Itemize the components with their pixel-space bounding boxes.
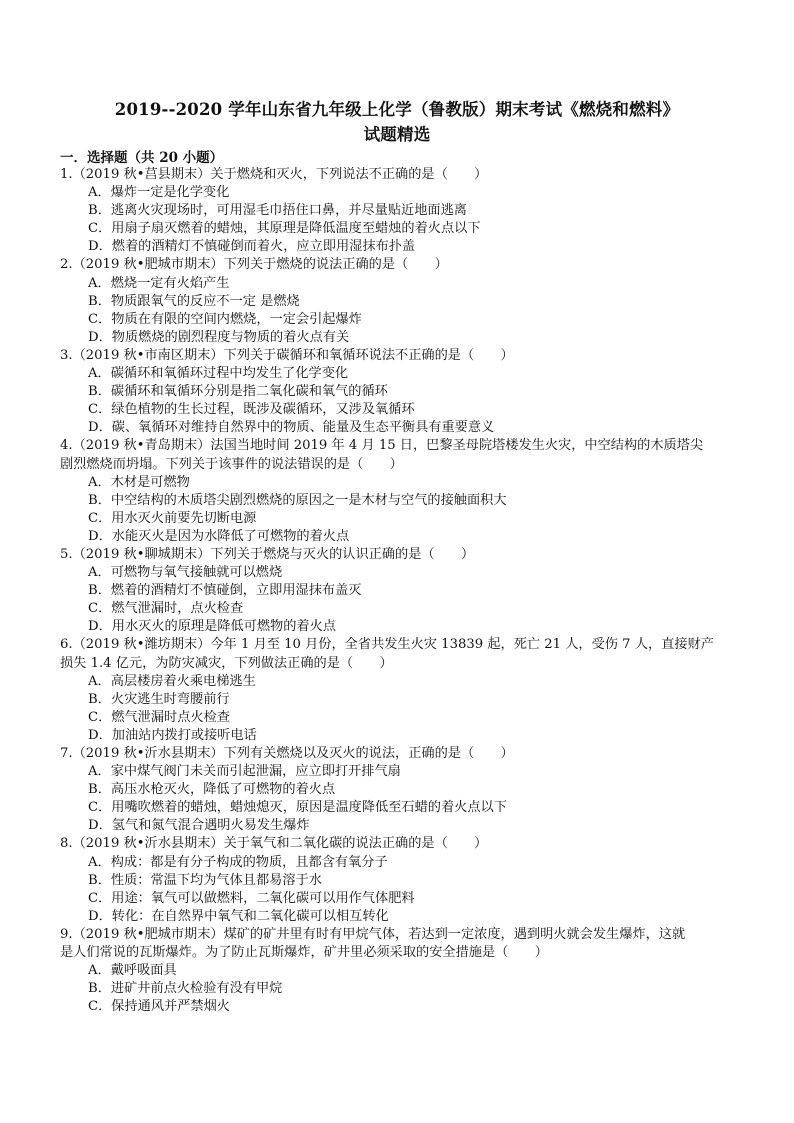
option-b: B．碳循环和氧循环分别是指二氧化碳和氧气的循环 (88, 384, 388, 400)
question-stem: 7.（2019 秋•沂水县期末）下列有关燃烧以及灭火的说法，正确的是（ ） (60, 746, 514, 761)
option-b: B．火灾逃生时弯腰前行 (88, 691, 230, 707)
option-c: C．用途：氧气可以做燃料，二氧化碳可以用作气体肥料 (88, 890, 415, 906)
question-2 (60, 256, 740, 346)
option-b: B．性质：常温下均为气体且都易溶于水 (88, 872, 322, 888)
option-c: C．用嘴吹燃着的蜡烛，蜡烛熄灭，原因是温度降低至石蜡的着火点以下 (88, 800, 507, 816)
question-1 (60, 166, 740, 256)
option-a: A．木材是可燃物 (88, 474, 190, 490)
option-b: B．逃离火灾现场时，可用湿毛巾捂住口鼻，并尽量贴近地面逃离 (88, 203, 467, 219)
question-stem: 6.（2019 秋•潍坊期末）今年 1 月至 10 月份，全省共发生火灾 13839 起，死亡 21 人，受伤 7 人，直接财产 (60, 637, 714, 653)
option-b: B．进矿井前点火检验有没有甲烷 (88, 981, 283, 997)
option-a: A．高层楼房着火乘电梯逃生 (88, 673, 256, 689)
document-title: 2019--2020 学年山东省九年级上化学（鲁教版）期末考试《燃烧和燃料》 (114, 100, 680, 119)
option-a: A．可燃物与氧气接触就可以燃烧 (88, 565, 283, 581)
option-b: B．物质跟氧气的反应不一定 是燃烧 (88, 293, 300, 309)
question-stem-continuation: 剧烈燃烧而坍塌。下列关于该事件的说法错误的是（ ） (60, 456, 403, 472)
question-5 (60, 546, 740, 636)
option-c: C．用水灭火前要先切断电源 (88, 510, 257, 526)
question-stem: 9.（2019 秋•肥城市期末）煤矿的矿井里有时有甲烷气体，若达到一定浓度，遇到明火就会发生爆炸，这就 (60, 926, 686, 942)
question-stem-continuation: 损失 1.4 亿元，为防灾减灾，下列做法正确的是（ ） (60, 655, 393, 671)
question-stem-continuation: 是人们常说的瓦斯爆炸。为了防止瓦斯爆炸，矿井里必须采取的安全措施是（ ） (60, 945, 548, 961)
question-4 (60, 437, 740, 546)
question-8 (60, 835, 740, 925)
document-subtitle: 试题精选 (363, 125, 431, 144)
option-d: D．加油站内拨打或接听电话 (88, 727, 257, 743)
option-a: A．戴呼吸面具 (88, 963, 177, 979)
option-d: D．水能灭火是因为水降低了可燃物的着火点 (88, 528, 350, 544)
option-d: D．燃着的酒精灯不慎碰倒而着火，应立即用湿抹布扑盖 (88, 239, 416, 255)
question-stem: 8.（2019 秋•沂水县期末）关于氧气和二氧化碳的说法正确的是（ ） (60, 836, 488, 852)
question-list (60, 166, 740, 1016)
option-c: C．绿色植物的生长过程，既涉及碳循环，又涉及氧循环 (88, 402, 415, 418)
option-a: A．燃烧一定有火焰产生 (88, 275, 230, 291)
option-c: C．保持通风并严禁烟火 (88, 999, 230, 1015)
option-a: A．家中煤气阀门未关而引起泄漏，应立即打开排气扇 (88, 764, 401, 780)
option-a: A．爆炸一定是化学变化 (88, 185, 230, 201)
option-c: C．用扇子扇灭燃着的蜡烛，其原理是降低温度至蜡烛的着火点以下 (88, 221, 481, 237)
section-heading: 一．选择题（共 20 小题） (60, 150, 224, 166)
question-stem: 4.（2019 秋•青岛期末）法国当地时间 2019 年 4 月 15 日，巴黎圣母院塔楼发生火灾，中空结构的木质塔尖 (60, 438, 704, 454)
question-stem: 5.（2019 秋•聊城期末）下列关于燃烧与灭火的认识正确的是（ ） (60, 546, 475, 562)
option-a: A．碳循环和氧循环过程中均发生了化学变化 (88, 366, 349, 382)
question-9 (60, 926, 740, 1016)
option-a: A．构成：都是有分子构成的物质，且都含有氧分子 (88, 854, 388, 870)
option-b: B．燃着的酒精灯不慎碰倒，立即用湿抹布盖灭 (88, 583, 362, 599)
option-d: D．用水灭火的原理是降低可燃物的着火点 (88, 619, 336, 635)
option-b: B．高压水枪灭火，降低了可燃物的着火点 (88, 782, 336, 798)
option-c: C．物质在有限的空间内燃烧，一定会引起爆炸 (88, 311, 362, 327)
question-stem: 3.（2019 秋•市南区期末）下列关于碳循环和氧循环说法不正确的是（ ） (60, 347, 514, 363)
option-b: B．中空结构的木质塔尖剧烈燃烧的原因之一是木材与空气的接触面积大 (88, 492, 507, 508)
question-7 (60, 745, 740, 835)
question-stem: 2.（2019 秋•肥城市期末）下列关于燃烧的说法正确的是（ ） (60, 257, 448, 273)
option-d: D．碳、氧循环对维持自然界中的物质、能量及生态平衡具有重要意义 (88, 420, 495, 436)
question-6 (60, 636, 740, 745)
option-d: D．转化：在自然界中氧气和二氧化碳可以相互转化 (88, 908, 389, 924)
option-d: D．物质燃烧的剧烈程度与物质的着火点有关 (88, 329, 350, 345)
question-stem: 1.（2019 秋•莒县期末）关于燃烧和灭火，下列说法不正确的是（ ） (60, 167, 488, 182)
option-c: C．燃气泄漏时，点火检查 (88, 601, 244, 617)
option-d: D．氢气和氮气混合遇明火易发生爆炸 (88, 818, 310, 834)
option-c: C．燃气泄漏时点火检查 (88, 709, 230, 725)
question-3 (60, 347, 740, 437)
